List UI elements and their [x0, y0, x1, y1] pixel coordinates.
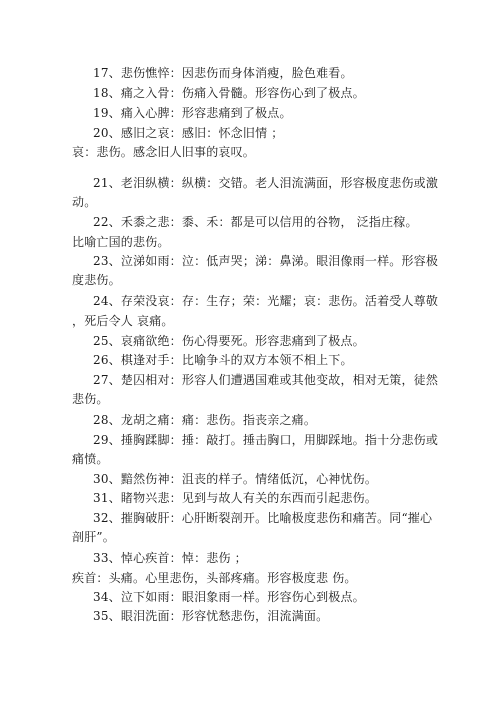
- entry-24: 24、存荣没哀：存：生存；荣：光耀；哀：悲伤。活着受人尊敬: [93, 294, 439, 308]
- entry-33: 33、悼心疾首：悼：悲伤 ；: [93, 551, 247, 565]
- entry-23: 23、泣涕如雨：泣：低声哭；涕：鼻涕。眼泪像雨一样。形容极: [93, 254, 439, 268]
- entry-23-continued: 度悲伤。: [72, 273, 121, 287]
- entry-31: 31、睹物兴悲：见到与故人有关的东西而引起悲伤。: [93, 491, 378, 505]
- entry-25: 25、哀痛欲绝：伤心得要死。形容悲痛到了极点。: [93, 334, 365, 348]
- entry-21: 21、老泪纵横：纵横：交错。老人泪流满面，形容极度悲伤或激: [93, 176, 439, 190]
- entry-35: 35、眼泪洗面：形容忧愁悲伤，泪流满面。: [93, 609, 329, 623]
- entry-20-continued: 哀：悲伤。感念旧人旧事的哀叹。: [72, 145, 256, 159]
- entry-24-continued: ，死后令人 哀痛。: [72, 314, 174, 328]
- entry-29-continued: 痛愤。: [72, 452, 109, 466]
- entry-17: 17、悲伤憔悴：因悲伤而身体消瘦，脸色难看。: [93, 66, 353, 80]
- entry-32: 32、摧胸破肝：心肝断裂剖开。比喻极度悲伤和痛苦。同“摧心: [93, 511, 433, 525]
- entry-18: 18、痛之入骨：伤痛入骨髓。形容伤心到了极点。: [93, 86, 365, 100]
- entry-32-continued: 剖肝”。: [72, 530, 115, 544]
- entry-30: 30、黯然伤神：沮丧的样子。情绪低沉，心神忧伤。: [93, 472, 378, 486]
- entry-20: 20、感旧之哀：感旧：怀念旧情 ；: [93, 126, 284, 140]
- entry-22-continued: 比喻亡国的悲伤。: [72, 235, 170, 249]
- entry-27-continued: 悲伤。: [72, 392, 109, 406]
- entry-34: 34、泣下如雨：眼泪象雨一样。形容伤心到极点。: [93, 590, 365, 604]
- entry-28: 28、龙胡之痛：痛：悲伤。指丧亲之痛。: [93, 413, 317, 427]
- entry-26: 26、棋逢对手：比喻争斗的双方本领不相上下。: [93, 353, 353, 367]
- entry-29: 29、捶胸蹂脚：捶：敲打。捶击胸口，用脚踩地。指十分悲伤或: [93, 433, 439, 447]
- entry-33-continued: 疾首：头痛。心里悲伤，头部疼痛。形容极度悲 伤。: [72, 571, 357, 585]
- entry-22: 22、禾黍之悲：黍、禾：都是可以信用的谷物， 泛指庄稼。: [93, 215, 418, 229]
- entry-27: 27、楚囚相对：形容人们遭遇国难或其他变故，相对无策，徒然: [93, 373, 439, 387]
- entry-19: 19、痛入心脾：形容悲痛到了极点。: [93, 106, 292, 120]
- entry-21-continued: 动。: [72, 195, 97, 209]
